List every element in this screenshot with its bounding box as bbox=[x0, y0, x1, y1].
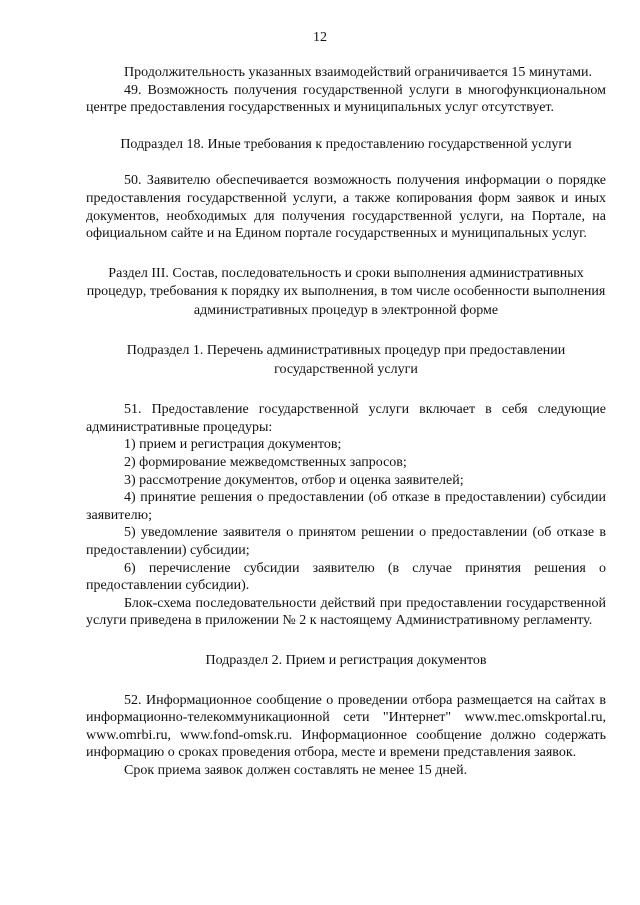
list-item: 4) принятие решения о предоставлении (об отказе в предоставлении) субсидии заявителю; bbox=[86, 490, 606, 523]
paragraph-duration: Продолжительность указанных взаимодействий ограничивается 15 минутами. bbox=[124, 65, 593, 80]
page-number: 12 bbox=[313, 30, 327, 45]
spacer bbox=[86, 379, 606, 401]
paragraph-49: 49. Возможность получения государственной услуги в многофункциональном центре предоставления государственных и муниципальных услуг отсутствует. bbox=[86, 82, 606, 116]
paragraph-52-term: Срок приема заявок должен составлять не менее 15 дней. bbox=[124, 762, 468, 778]
list-item: 1) прием и регистрация документов; bbox=[124, 437, 342, 453]
list-item: 3) рассмотрение документов, отбор и оценка заявителей; bbox=[124, 472, 464, 488]
spacer bbox=[86, 320, 606, 342]
spacer bbox=[86, 630, 606, 652]
subsection-18-heading: Подраздел 18. Иные требования к предоставлению государственной услуги bbox=[120, 136, 572, 152]
list-item: 6) перечисление субсидии заявителю (в случае принятия решения о предоставлении субсидии). bbox=[86, 560, 606, 594]
spacer bbox=[86, 670, 606, 692]
subsection-2-heading: Подраздел 2. Прием и регистрация документов bbox=[205, 652, 487, 668]
paragraph-51-intro: 51. Предоставление государственной услуги включает в себя следующие административные процедуры: bbox=[86, 402, 606, 435]
spacer bbox=[86, 117, 606, 136]
list-item: 2) формирование межведомственных запросов; bbox=[124, 455, 407, 471]
paragraph-50: 50. Заявителю обеспечивается возможность получения информации о порядке предоставления государственной услуги, а также копирования форм заявок и иных документов, необходимых для получения государственной услуги, на Портале, на официальном сайте и на Едином портале государственных и муниципальных услуг. bbox=[86, 173, 606, 242]
paragraph-52: 52. Информационное сообщение о проведении отбора размещается на сайтах в информационно-телекоммуникационной сети "Интернет" www.mec.omskportal.ru, www.omrbi.ru, www.fond-omsk.ru. Информационное сообщение должно содержать информацию о сроках проведения отбора, месте и времени представления заявок. bbox=[86, 692, 606, 761]
spacer bbox=[86, 153, 606, 172]
paragraph-51-scheme: Блок-схема последовательности действий при предоставлении государственной услуги приведена в приложении № 2 к настоящему Административному регламенту. bbox=[86, 595, 606, 629]
list-item: 5) уведомление заявителя о принятом решении о предоставлении (об отказе в предоставлении) субсидии; bbox=[86, 525, 606, 558]
subsection-1-heading: Подраздел 1. Перечень административных процедур при предоставлении государственной услуги bbox=[126, 343, 566, 377]
section-3-heading: Раздел III. Состав, последовательность и сроки выполнения административных процедур, требования к порядку их выполнения, в том числе особенности выполнения административных процедур в электронной форме bbox=[86, 265, 606, 318]
spacer bbox=[86, 243, 606, 265]
document-body bbox=[86, 64, 606, 780]
